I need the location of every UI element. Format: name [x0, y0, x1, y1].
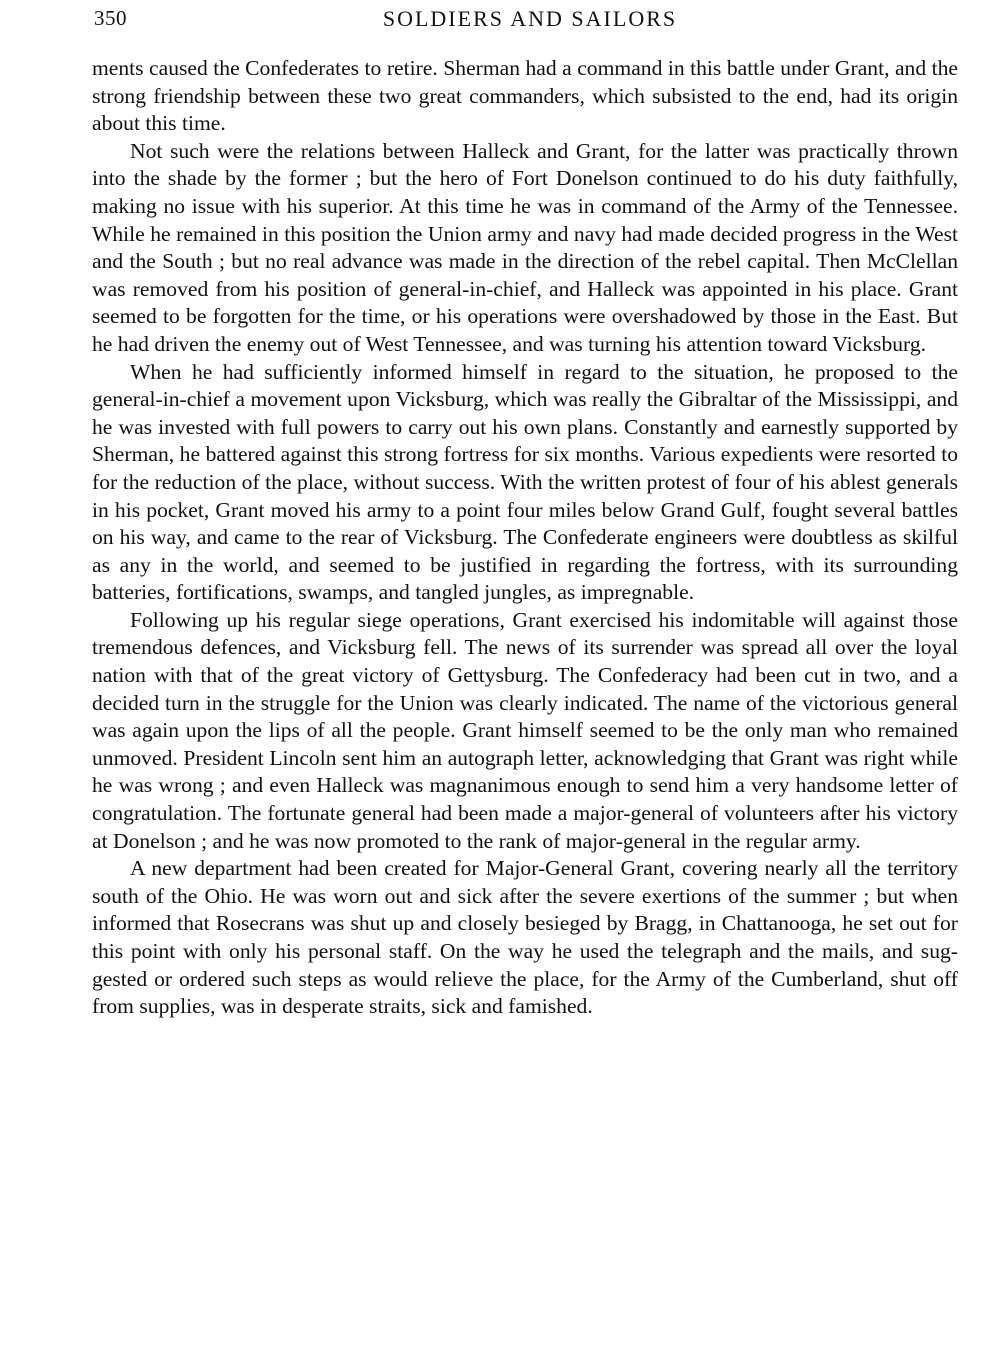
- body-text: [92, 55, 958, 1021]
- paragraph-vicksburg-campaign: When he had sufficiently informed himself in regard to the situation, he proposed to the general-in-chief a movement upon Vicksburg, which was really the Gibraltar of the Mississippi, and he was invested with full powers to carry out his own plans. Constantly and earnestly supported by Sherman, he battered against this strong fortress for six months. Various expedients were resorted to for the reduction of the place, without success. With the written protest of four of his ablest generals in his pocket, Grant moved his army to a point four miles below Grand Gulf, fought several battles on his way, and came to the rear of Vicksburg. The Confederate engineers were doubtless as skilful as any in the world, and seemed to be justified in regarding the fortress, with its surrounding batteries, fortifications, swamps, and tangled jungles, as impregnable.: [92, 359, 958, 605]
- page-number: 350: [94, 6, 127, 30]
- paragraph-halleck-grant: Not such were the relations between Halleck and Grant, for the latter was practically thrown into the shade by the former ; but the hero of Fort Donelson continued to do his duty faithfully, making no issue with his superior. At this time he was in command of the Army of the Tennessee. While he remained in this position the Union army and navy had made decided progress in the West and the South ; but no real advance was made in the direction of the rebel capital. Then McClellan was removed from his position of general-in-chief, and Halleck was appointed in his place. Grant seemed to be forgotten for the time, or his operations were overshadowed by those in the East. But he had driven the enemy out of West Tennessee, and was turning his attention toward Vicksburg.: [92, 138, 958, 356]
- paragraph-vicksburg-fall: Following up his regular siege operations, Grant exercised his indomitable will against those tremendous defences, and Vicksburg fell. The news of its surrender was spread all over the loyal nation with that of the great victory of Gettysburg. The Confederacy had been cut in two, and a decided turn in the struggle for the Union was clearly indicated. The name of the victorious general was again upon the lips of all the people. Grant himself seemed to be the only man who remained unmoved. President Lincoln sent him an autograph letter, acknowledging that Grant was right while he was wrong ; and even Halleck was magnanimous enough to send him a very handsome letter of congratulation. The fortunate general had been made a major-general of volunteers after his victory at Donelson ; and he was now promoted to the rank of major-general in the regular army.: [92, 607, 958, 853]
- running-title: SOLDIERS AND SAILORS: [382, 6, 678, 31]
- paragraph-new-department: A new department had been created for Major-General Grant, covering nearly all the territory south of the Ohio. He was worn out and sick after the severe exertions of the summer ; but when informed that Rosecrans was shut up and closely besieged by Bragg, in Chattanooga, he set out for this point with only his personal staff. On the way he used the telegraph and the mails, and suggested or ordered such steps as would relieve the place, for the Army of the Cumberland, shut off from supplies, was in desperate straits, sick and famished.: [92, 856, 958, 1019]
- running-head: [90, 6, 960, 36]
- paragraph-continuation: ments caused the Confederates to retire. Sherman had a command in this battle under Grant, and the strong friendship between these two great commanders, which subsisted to the end, had its origin about this time.: [92, 56, 958, 136]
